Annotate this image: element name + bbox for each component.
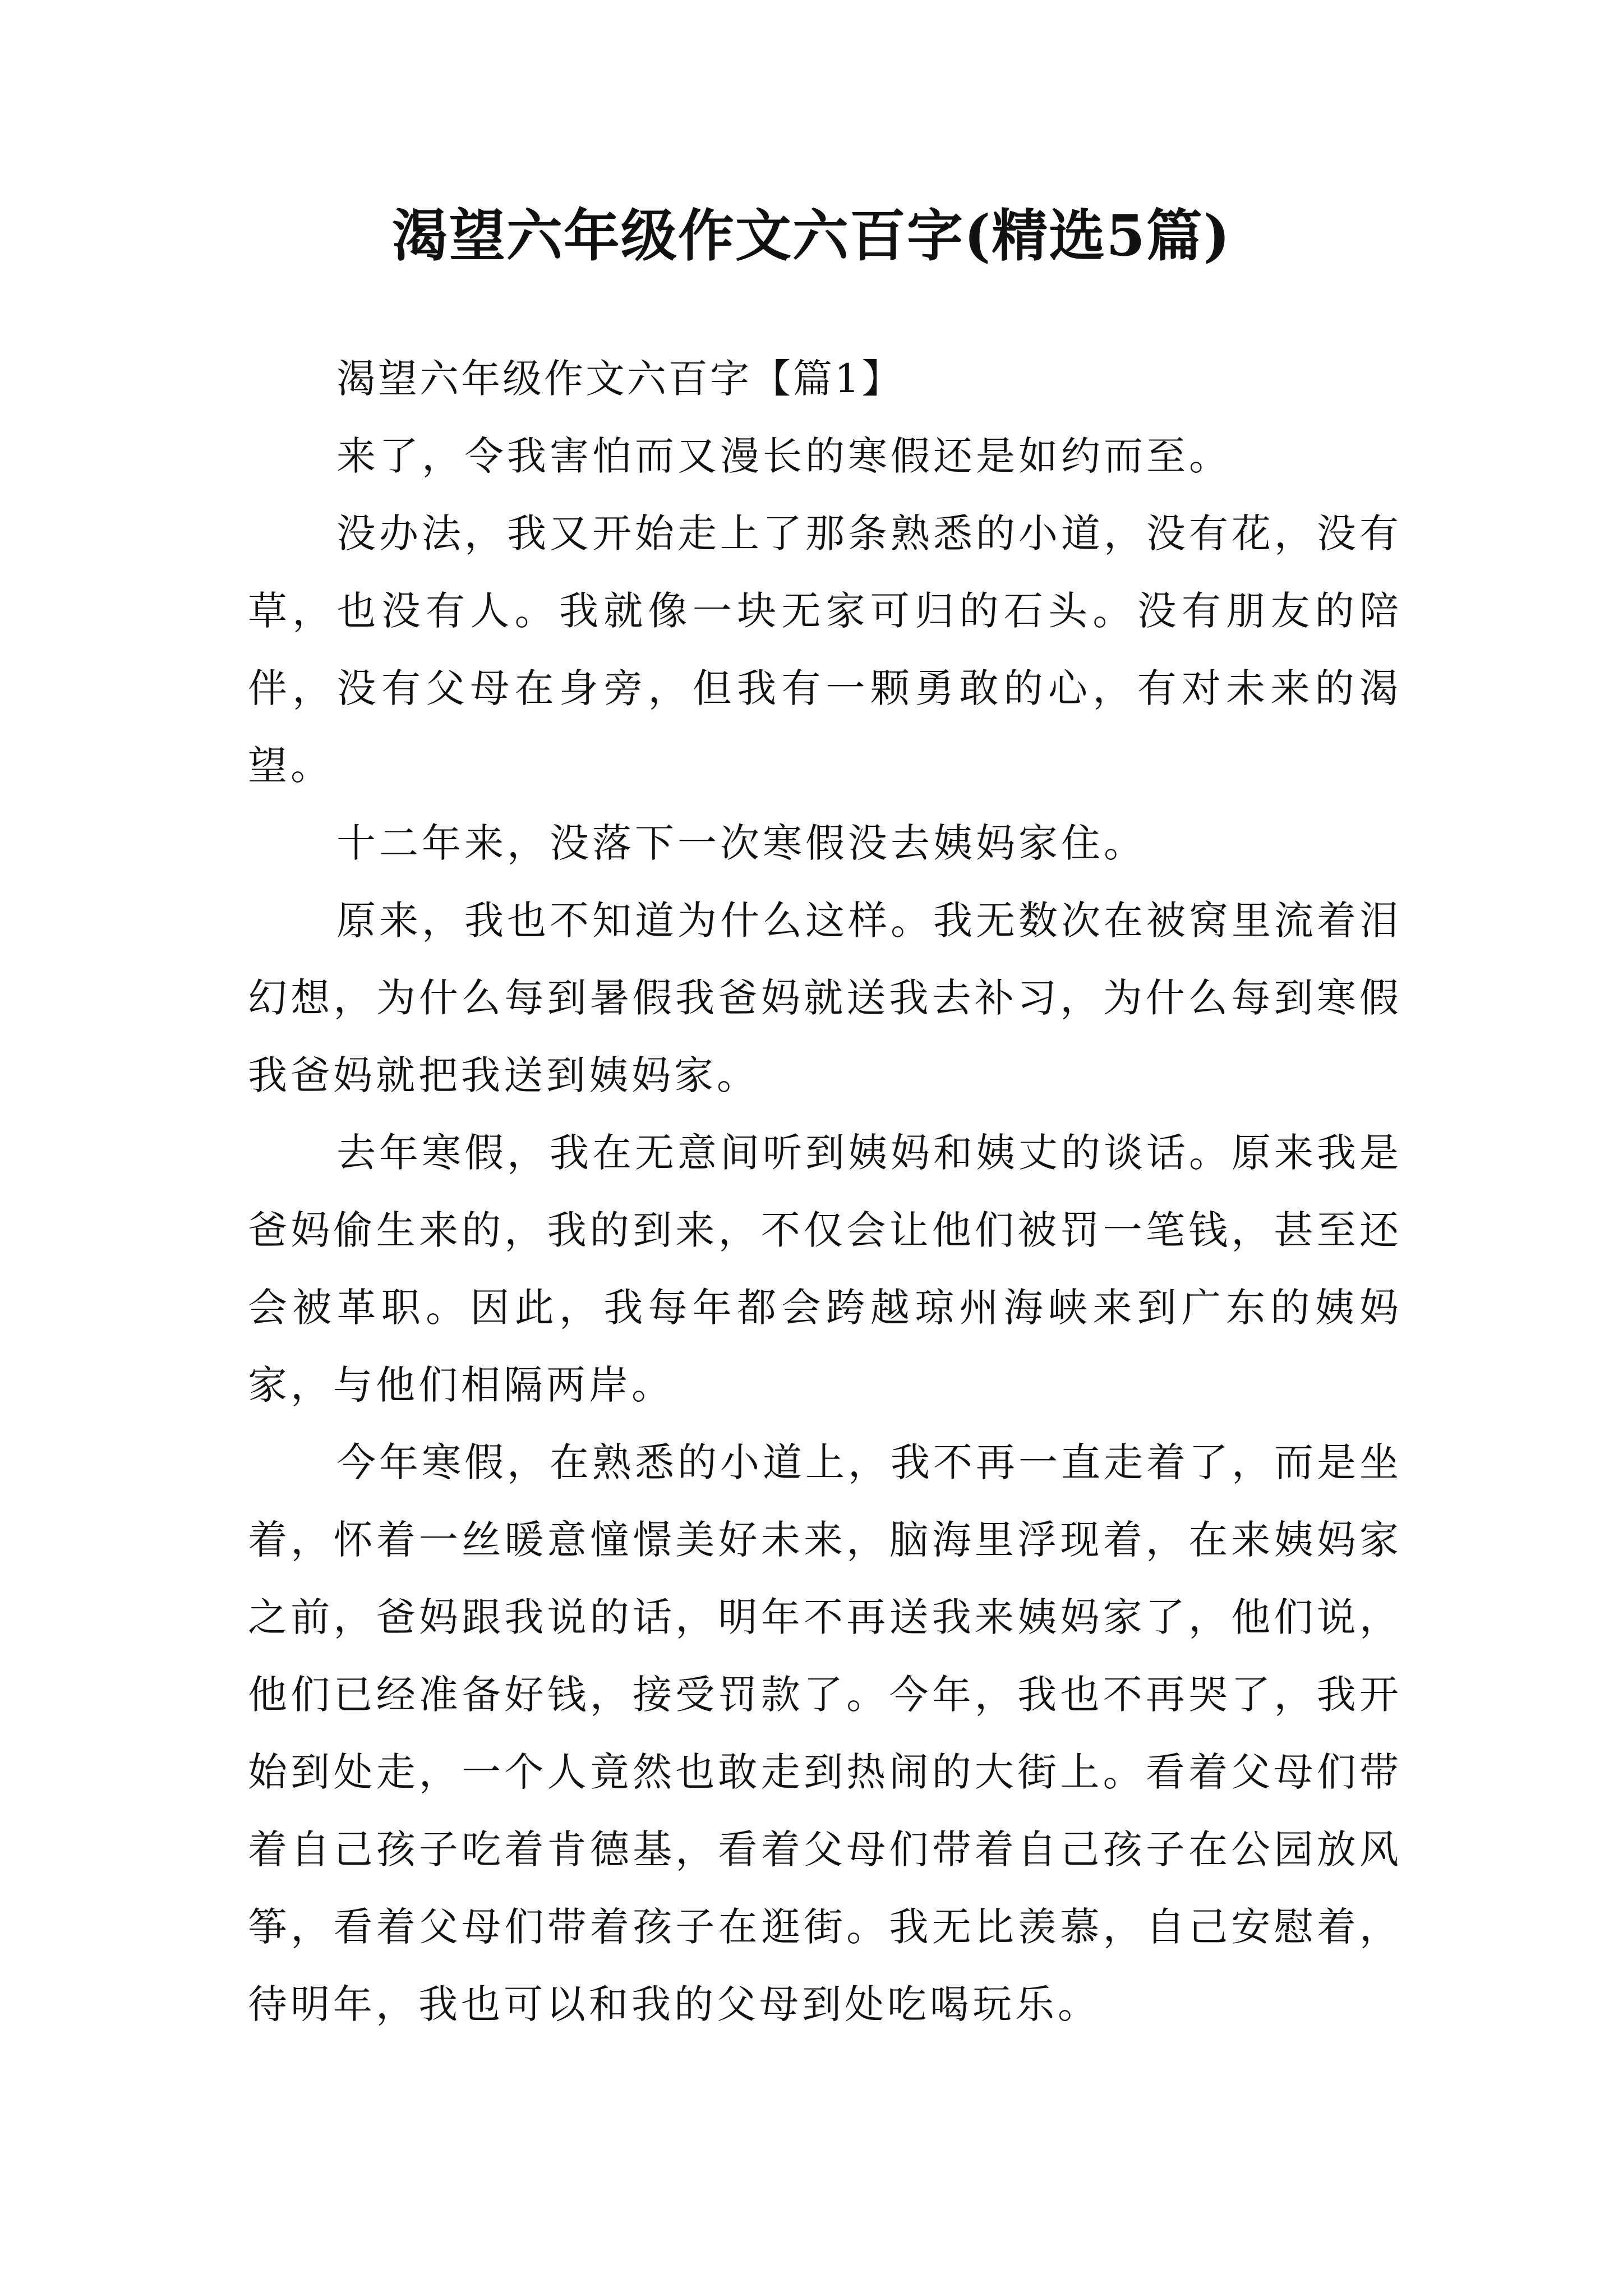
paragraph: 原来，我也不知道为什么这样。我无数次在被窝里流着泪幻想，为什么每到暑假我爸妈就送我去补习，为什么每到寒假我爸妈就把我送到姨妈家。: [248, 898, 1402, 1098]
paragraph: 没办法，我又开始走上了那条熟悉的小道，没有花，没有草，也没有人。我就像一块无家可归的石头。没有朋友的陪伴，没有父母在身旁，但我有一颗勇敢的心，有对未来的渴望。: [248, 510, 1402, 789]
section-heading: 渴望六年级作文六百字【篇1】: [336, 356, 903, 402]
paragraph: 十二年来，没落下一次寒假没去姨妈家住。: [336, 820, 1146, 866]
paragraph: 今年寒假，在熟悉的小道上，我不再一直走着了，而是坐着，怀着一丝暖意憧憬美好未来，脑海里浮现着，在来姨妈家之前，爸妈跟我说的话，明年不再送我来姨妈家了，他们说，他们已经准备好钱，接受罚款了。今年，我也不再哭了，我开始到处走，一个人竟然也敢走到热闹的大街上。看着父母们带着自己孩子吃着肯德基，看着父母们带着自己孩子在公园放风筝，看着父母们带着孩子在逛街。我无比羡慕，自己安慰着，待明年，我也可以和我的父母到处吃喝玩乐。: [248, 1439, 1402, 2027]
document-title: 渴望六年级作文六百字(精选5篇): [391, 203, 1232, 269]
paragraph: 去年寒假，我在无意间听到姨妈和姨丈的谈话。原来我是爸妈偷生来的，我的到来，不仅会让他们被罚一笔钱，甚至还会被革职。因此，我每年都会跨越琼州海峡来到广东的姨妈家，与他们相隔两岸。: [248, 1130, 1402, 1408]
document-body: [248, 340, 1402, 2043]
paragraph: 来了，令我害怕而又漫长的寒假还是如约而至。: [336, 433, 1232, 479]
